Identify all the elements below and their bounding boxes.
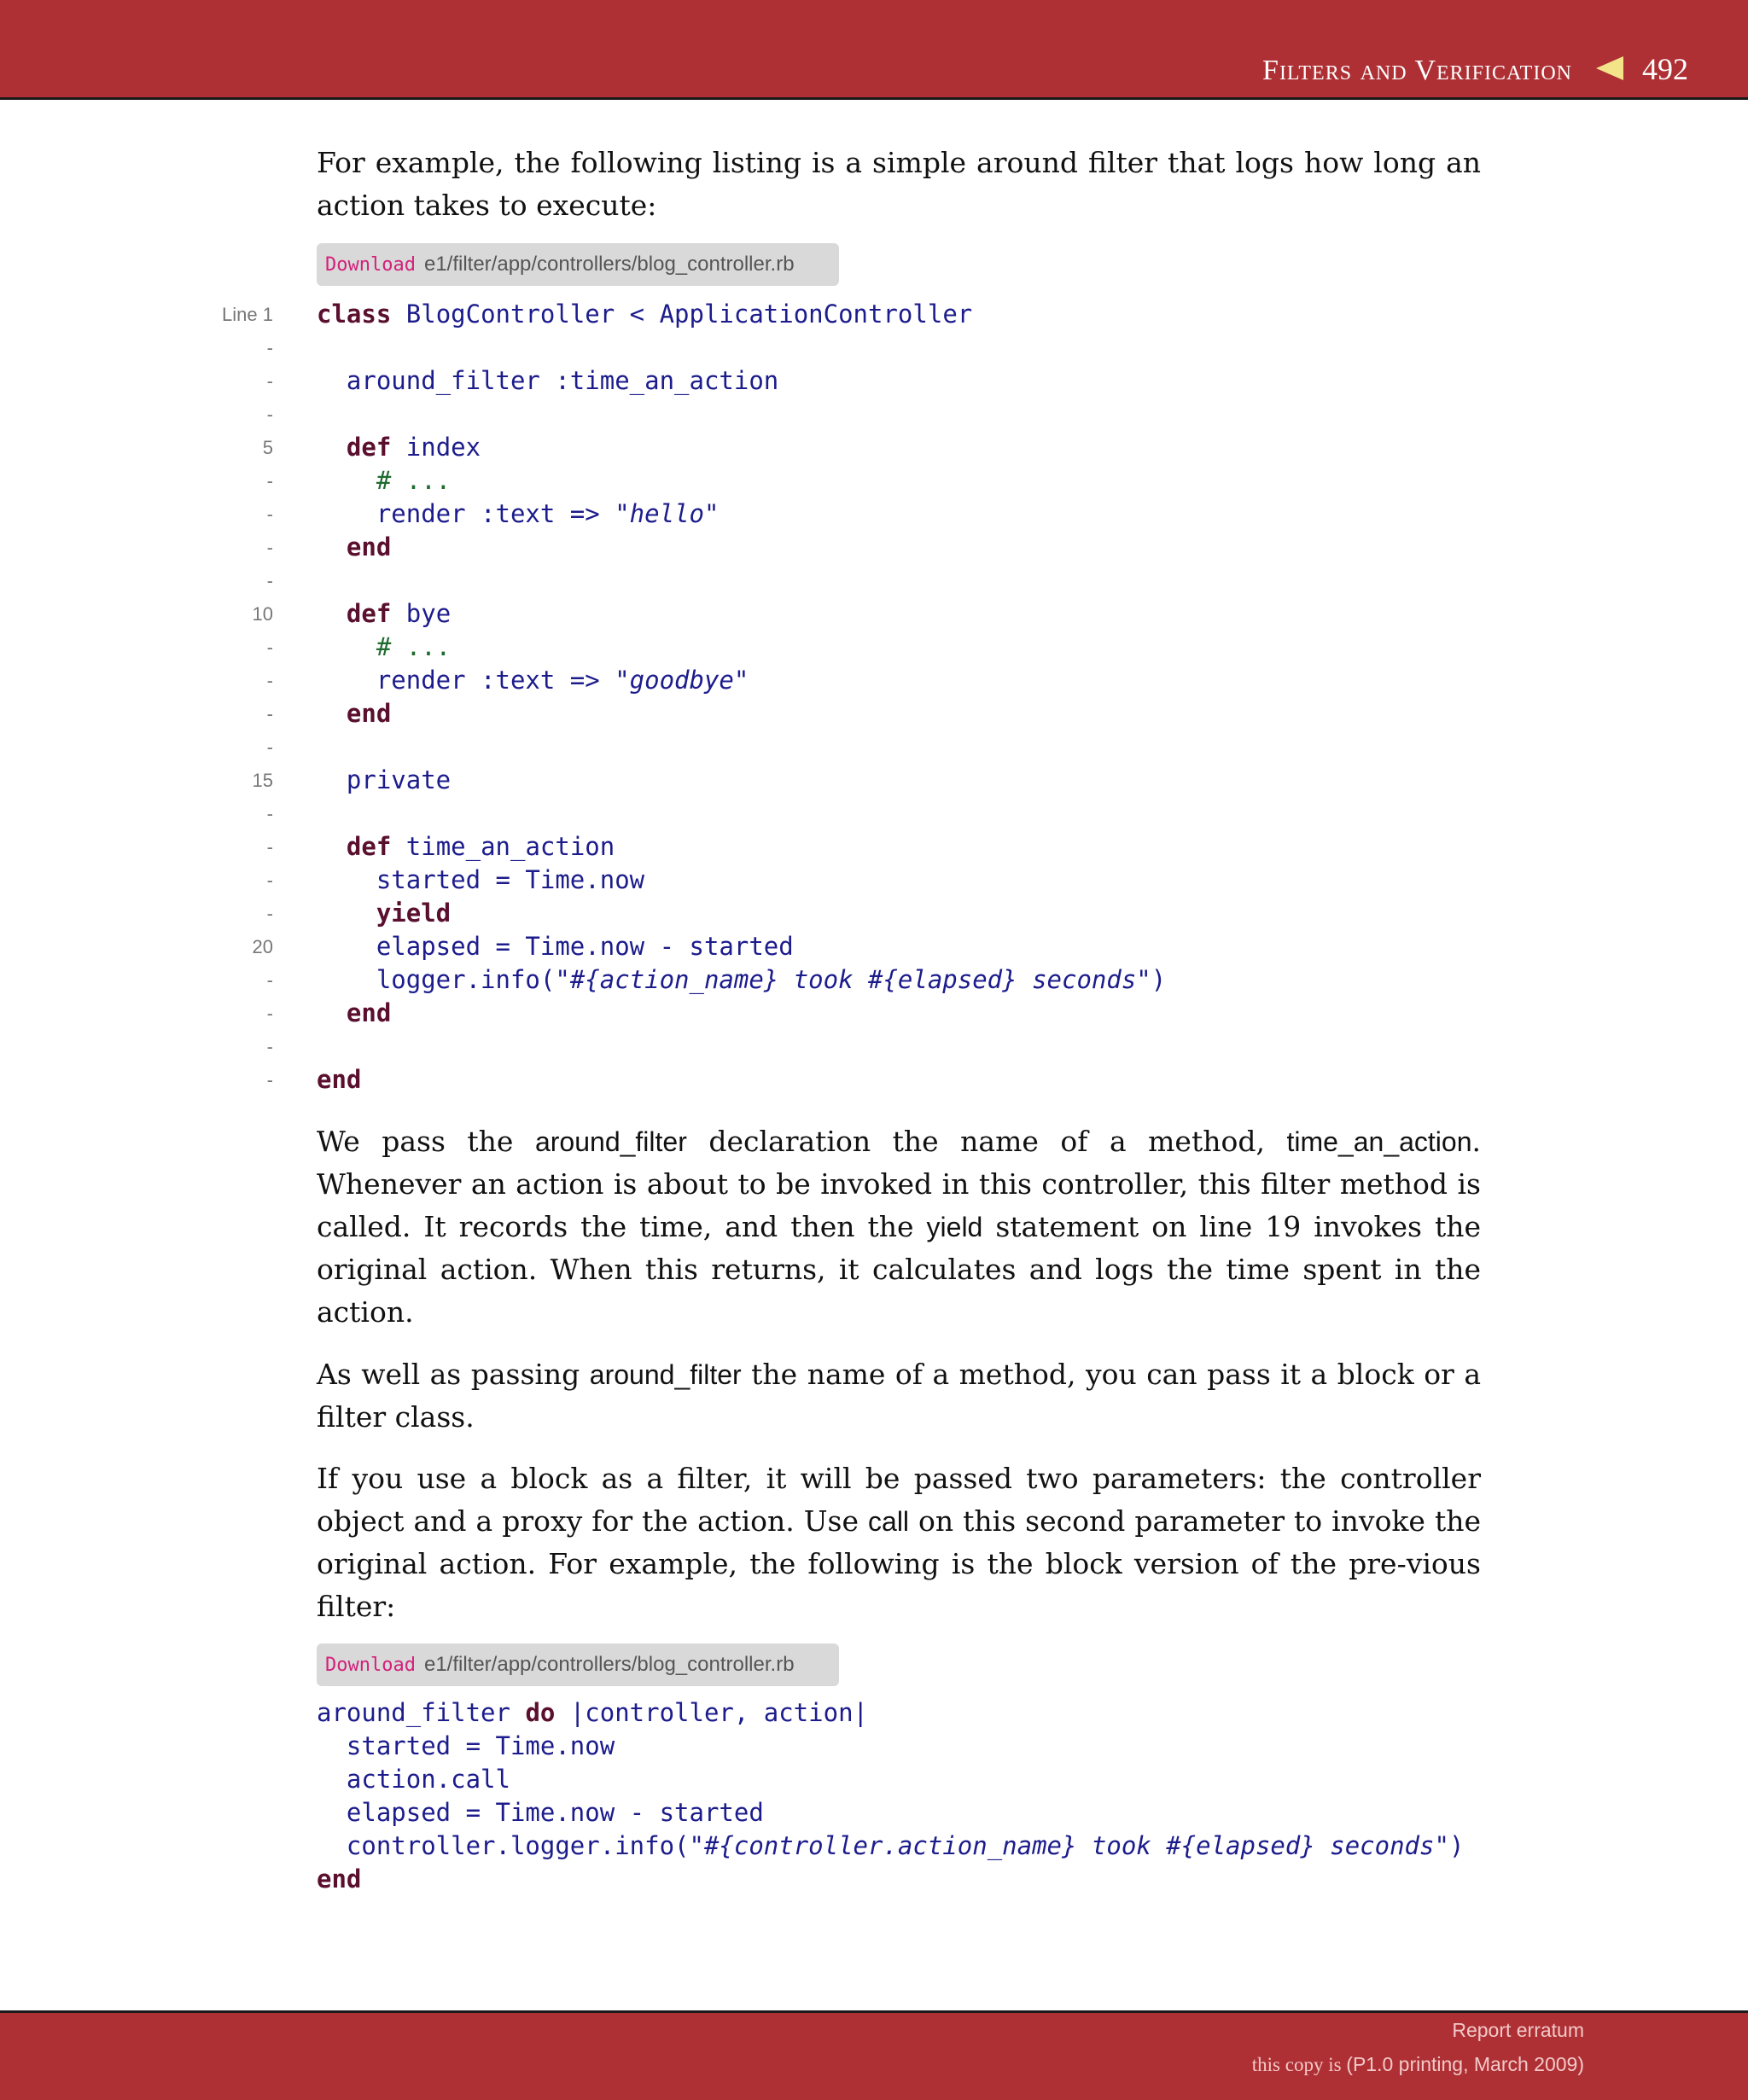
code-line: end [317,532,392,561]
line-number: - [266,969,273,991]
code-line: class BlogController < ApplicationController [317,300,973,329]
line-number: 10 [252,603,273,625]
intro-paragraph: For example, the following listing is a simple around filter that logs how long an action takes to execute: [317,146,1481,222]
code-line: def bye [317,599,452,628]
line-number: 15 [252,770,273,791]
page-number: 492 [1642,52,1688,86]
code-comment-line: # ... [317,632,452,661]
code-line: around_filter :time_an_action [317,366,779,395]
line-number: - [266,503,273,525]
code-line: logger.info("#{action_name} took #{elapsed} seconds") [317,965,1167,994]
code-line: def time_an_action [317,832,615,861]
line-number: - [266,736,273,758]
code-line: render :text => "goodbye" [317,666,749,695]
line-number: - [266,404,273,425]
block-option-paragraph: As well as passing around_filter the name of a method, you can pass it a block or a filter class. [317,1358,1481,1434]
line-number: - [266,870,273,891]
header-bar [0,0,1748,100]
block-filter-paragraph: If you use a block as a filter, it will be passed two parameters: the controller object and a proxy for the action. Use call on this second parameter to invoke the original action. For example, the following is the block version of the pre-vious filter: [317,1462,1482,1623]
code-line: end [317,1065,362,1094]
code-line: controller.logger.info("#{controller.action_name} took #{elapsed} seconds") [317,1831,1465,1860]
line-number: - [266,1036,273,1057]
code-line: action.call [317,1765,510,1794]
line-number: - [266,470,273,492]
code-line: end [317,998,392,1027]
line-number: Line 1 [222,304,273,325]
inline-code: yield [926,1212,983,1242]
code-line: private [317,765,452,794]
inline-code: around_filter [589,1359,742,1390]
download-link-2[interactable] [317,1643,839,1686]
inline-code: time_an_action [1286,1126,1472,1157]
line-number: - [266,703,273,724]
code-line: render :text => "hello" [317,499,720,528]
download-link-1[interactable] [317,243,839,286]
line-number: - [266,337,273,358]
line-number: - [266,637,273,658]
report-erratum-link[interactable]: Report erratum [1452,2019,1584,2041]
line-number: - [266,1003,273,1024]
line-number: - [266,370,273,392]
inline-code: call [868,1506,910,1537]
download-path: e1/filter/app/controllers/blog_controller.rb [423,1653,795,1676]
code-line: end [317,1864,362,1893]
previous-page-arrow-icon[interactable] [1596,56,1623,80]
line-number: - [266,836,273,858]
line-number: - [266,1069,273,1091]
line-number: - [266,803,273,824]
copy-info: this copy is (P1.0 printing, March 2009) [1251,2053,1584,2075]
code-line: def index [317,433,481,462]
line-number: 5 [262,437,273,458]
code-line: end [317,699,392,728]
line-number: - [266,537,273,558]
line-number: - [266,670,273,691]
download-label: Download [325,254,416,276]
code-line: around_filter do |controller, action| [317,1698,869,1727]
code-line: elapsed = Time.now - started [317,1798,764,1827]
code-line: started = Time.now [317,1731,615,1760]
download-path: e1/filter/app/controllers/blog_controller.rb [423,253,795,276]
code-line: started = Time.now [317,865,645,894]
line-number: - [266,903,273,924]
code-line: elapsed = Time.now - started [317,932,794,961]
download-label: Download [325,1655,416,1676]
line-number: 20 [252,936,273,957]
code-line: yield [317,899,452,928]
code-comment-line: # ... [317,466,452,495]
running-header-title: Filters and Verification [1262,55,1572,86]
explanation-paragraph: We pass the around_filter declaration the name of a method, time_an_action. Whenever an action is about to be invoked in this controller, this filter method is called. It records the time, and then the yield statement on line 19 invokes the original action. When this returns, it calculates and logs the time spent in the action. [317,1125,1481,1329]
inline-code: around_filter [534,1126,687,1157]
line-number: - [266,570,273,591]
